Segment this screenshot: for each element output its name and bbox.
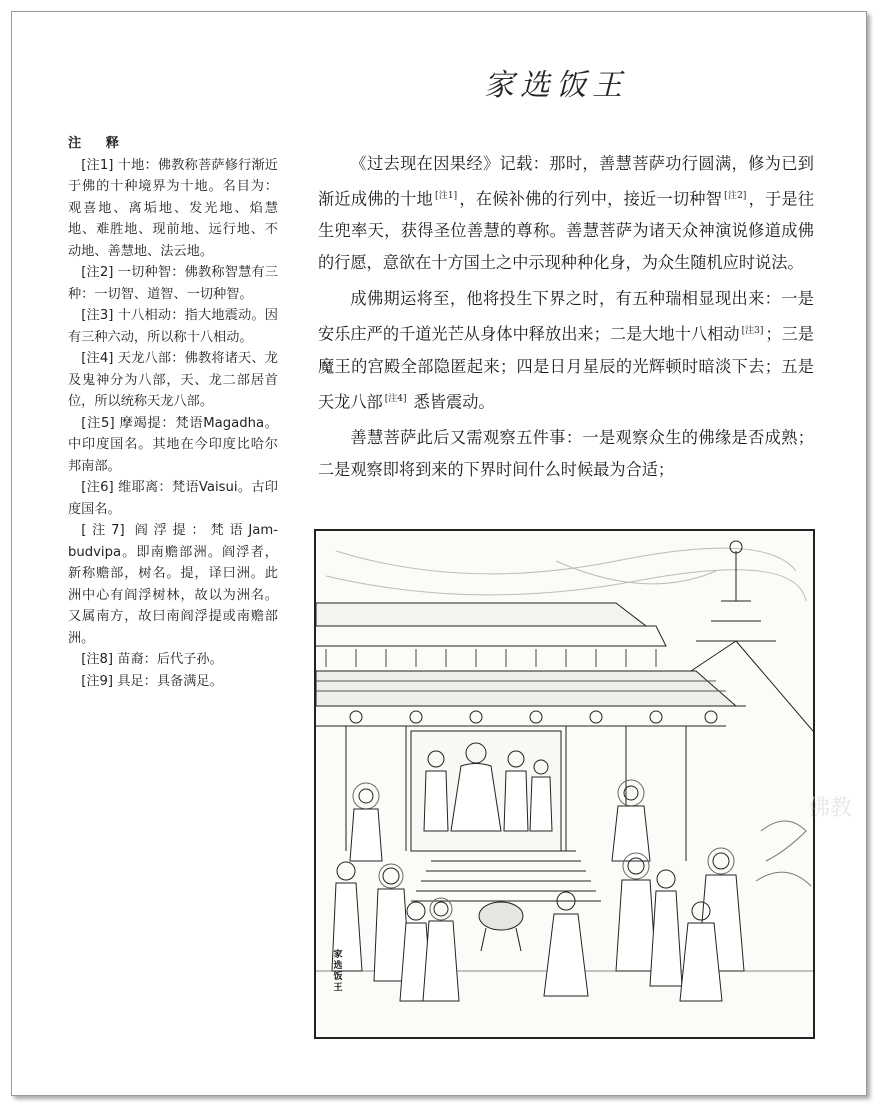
paragraph-2: [318, 283, 814, 418]
note-tag: [注7]: [81, 523, 125, 538]
paragraph-1: [318, 148, 814, 279]
note-text: 阎浮提：梵语Jam-budvipa。即南赡部洲。阎浮者，新称赡部，树名。提，译曰洲。此洲中心有阎浮树林，故以为洲名。又属南方，故曰南阎浮提或南赡部洲。: [68, 523, 278, 646]
note-2: [68, 262, 278, 305]
palace-scene-drawing: [316, 531, 813, 1037]
note-text: 十地：佛教称菩萨修行渐近于佛的十种境界为十地。名目为：观喜地、离垢地、发光地、焰慧地、难胜地、现前地、远行地、不动地、善慧地、法云地。: [68, 157, 278, 259]
woodblock-illustration: [314, 529, 815, 1039]
note-tag: [注5]: [81, 415, 115, 431]
note-text: 维耶离：梵语Vaisui。古印度国名。: [68, 480, 278, 517]
note-5: [68, 413, 278, 478]
text-run: ，在候补佛的行列中，接近一切种智: [459, 189, 723, 209]
page-title: 家选饭王: [484, 68, 628, 103]
note-7: [68, 520, 278, 649]
note-6: [68, 477, 278, 520]
note-tag: [注4]: [81, 351, 114, 366]
note-text: 十八相动：指大地震动。因有三种六动，所以称十八相动。: [68, 308, 278, 345]
note-1: [68, 155, 278, 263]
note-text: 具足：具备满足。: [117, 673, 223, 689]
footnote-ref[interactable]: [注1]: [434, 191, 458, 201]
note-text: 一切种智：佛教称智慧有三种：一切智、道智、一切种智。: [68, 265, 278, 302]
note-9: [68, 671, 278, 693]
watermark: 佛教: [808, 796, 853, 821]
note-4: [68, 348, 278, 413]
note-text: 摩竭提：梵语Magadha。中印度国名。其地在今印度比哈尔邦南部。: [68, 415, 278, 474]
note-tag: [注2]: [81, 265, 114, 280]
note-tag: [注9]: [81, 673, 114, 689]
text-run: 成佛期运将至，他将投生下界之时，有五种瑞相显现出来：一是安乐庄严的千道光芒从身体中释放出来；二是大地十八相动: [318, 289, 814, 344]
note-3: [68, 305, 278, 348]
note-8: [68, 649, 278, 671]
paragraph-3: 善慧菩萨此后又需观察五件事：一是观察众生的佛缘是否成熟；二是观察即将到来的下界时间什么时候最为合适；: [318, 428, 814, 480]
text-run: ；三是魔王的宫殿全部隐匿起来；四是日月星辰的光辉顿时暗淡下去；五是天龙八部: [318, 324, 815, 412]
notes-heading: 注 释: [68, 136, 129, 151]
text-run: 《过去现在因果经》记载：那时，善慧菩萨功行圆满，修为已到渐近成佛的十地: [318, 154, 814, 209]
note-tag: [注3]: [81, 308, 114, 323]
text-run: 悉皆震动。: [408, 392, 495, 412]
note-text: 天龙八部：佛教将诸天、龙及鬼神分为八部，天、龙二部居首位，所以统称天龙八部。: [68, 351, 278, 409]
note-text: 苗裔：后代子孙。: [117, 652, 223, 667]
illustration-caption-stamp: 家选饭王: [333, 950, 343, 993]
note-tag: [注6]: [81, 480, 114, 495]
notes-column: [68, 133, 278, 692]
note-tag: [注1]: [81, 157, 114, 173]
text-run: ，于是往生兜率天，获得圣位善慧的尊称。善慧菩萨为诸天众神演说修道成佛的行愿，意欲在十方国土之中示现种种化身，为众生随机应时说法。: [318, 189, 815, 273]
note-tag: [注8]: [81, 652, 114, 667]
footnote-ref[interactable]: [注2]: [724, 191, 747, 201]
footnote-ref[interactable]: [注4]: [384, 393, 407, 404]
main-text: [318, 148, 814, 490]
footnote-ref[interactable]: [注3]: [741, 326, 764, 337]
